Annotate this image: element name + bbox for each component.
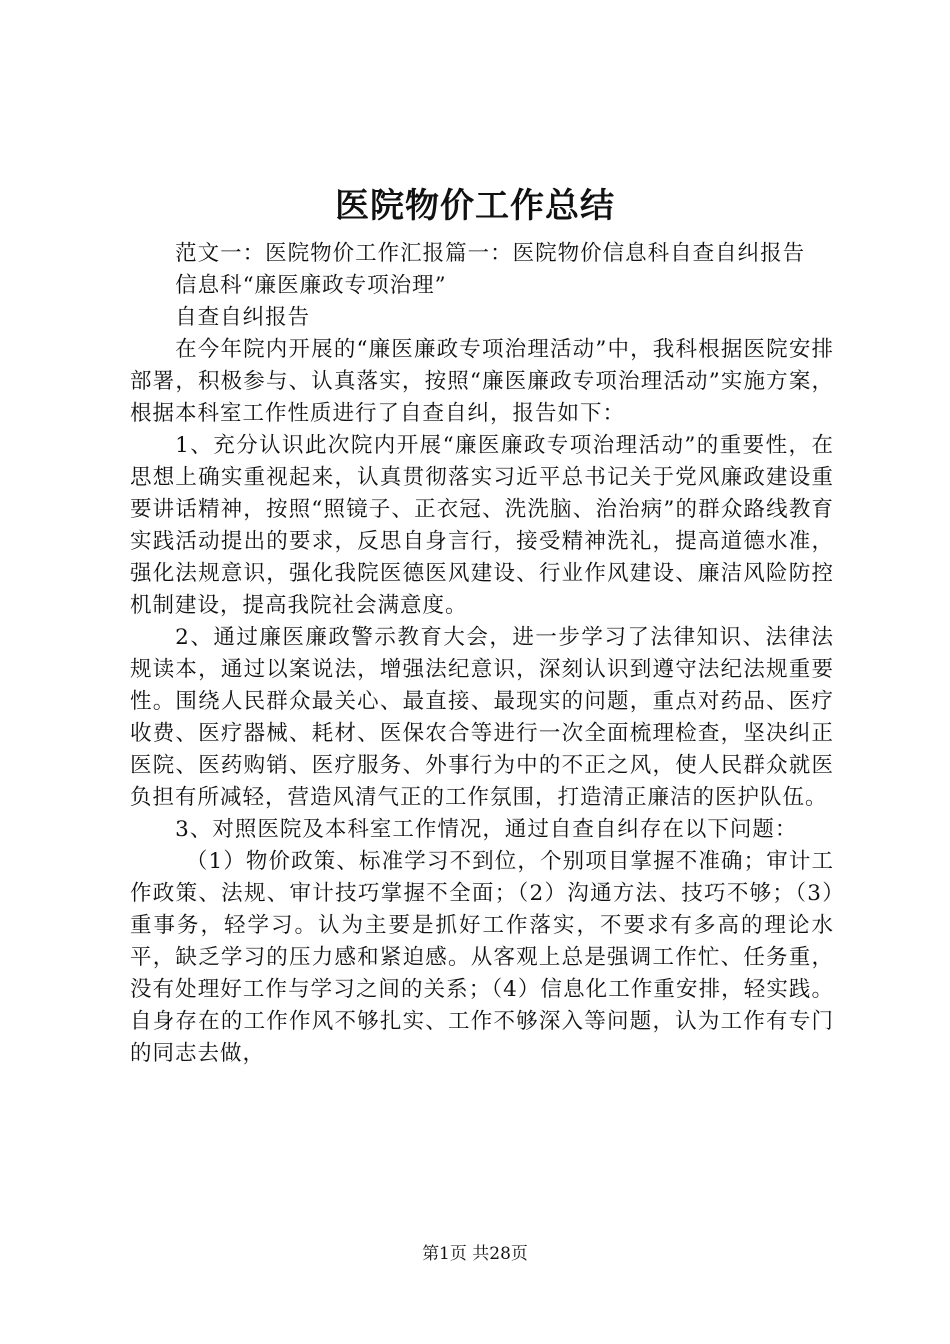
document-title: 医院物价工作总结 <box>335 186 615 226</box>
paragraph-point-2: 2、通过廉医廉政警示教育大会，进一步学习了法律知识、法律法规读本，通过以案说法，增强法纪意识，深刻认识到遵守法纪法规重要性。围绕人民群众最关心、最直接、最现实的问题，重点对药品、医疗收费、医疗器械、耗材、医保农合等进行一次全面梳理检查，坚决纠正医院、医药购销、医疗服务、外事行为中的不正之风，使人民群众就医负担有所减轻，营造风清气正的工作氛围，打造清正廉洁的医护队伍。 <box>130 625 834 810</box>
paragraph-subtitle: 信息科“廉医廉政专项治理” <box>175 273 447 298</box>
paragraph-point-3: 3、对照医院及本科室工作情况，通过自查自纠存在以下问题： <box>175 817 798 842</box>
paragraph-opening: 在今年院内开展的“廉医廉政专项治理活动”中，我科根据医院安排部署，积极参与、认真落实，按照“廉医廉政专项治理活动”实施方案，根据本科室工作性质进行了自查自纠，报告如下： <box>130 337 834 426</box>
paragraph-report-title: 自查自纠报告 <box>175 305 311 330</box>
paragraph-intro: 范文一：医院物价工作汇报篇一：医院物价信息科自查自纠报告 <box>175 241 806 266</box>
page-footer: 第1页 共28页 <box>422 1244 528 1264</box>
paragraph-point-1: 1、充分认识此次院内开展“廉医廉政专项治理活动”的重要性，在思想上确实重视起来，认真贯彻落实习近平总书记关于党风廉政建设重要讲话精神，按照“照镜子、正衣冠、洗洗脑、治治病”的群众路线教育实践活动提出的要求，反思自身言行，接受精神洗礼，提高道德水准，强化法规意识，强化我院医德医风建设、行业作风建设、廉洁风险防控机制建设，提高我院社会满意度。 <box>130 433 834 618</box>
paragraph-issues: （1）物价政策、标准学习不到位，个别项目掌握不准确；审计工作政策、法规、审计技巧掌握不全面；（2）沟通方法、技巧不够；（3）重事务，轻学习。认为主要是抓好工作落实，不要求有多高的理论水平，缺乏学习的压力感和紧迫感。从客观上总是强调工作忙、任务重，没有处理好工作与学习之间的关系；（4）信息化工作重安排，轻实践。自身存在的工作作风不够扎实、工作不够深入等问题，认为工作有专门的同志去做， <box>130 849 834 1066</box>
document-body <box>130 238 834 1070</box>
